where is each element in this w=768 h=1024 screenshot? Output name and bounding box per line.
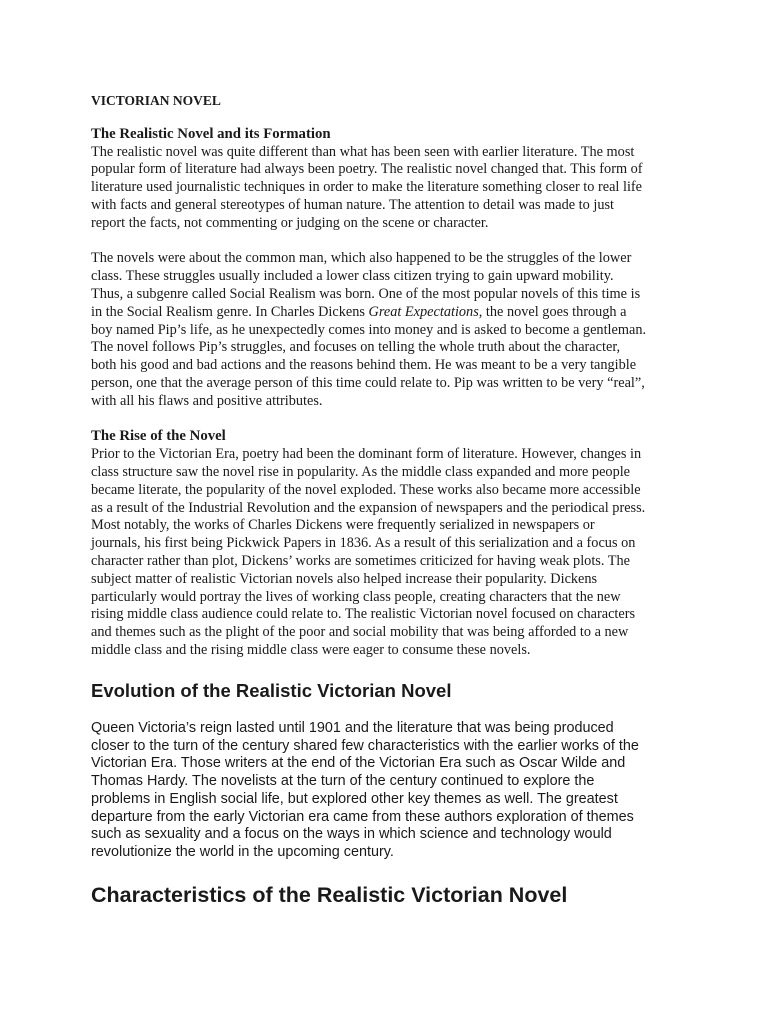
paragraph-realistic-novel-intro: The realistic novel was quite different than what has been seen with earlier literature. The most popular form of literature had always been poetry. The realistic novel changed that. This form of literature used journalistic techniques in order to make the literature something closer to real life with facts and general stereotypes of human nature. The attention to detail was made to just report the facts, not commenting or judging on the scene or character.: [91, 143, 643, 231]
section-rise-of-novel: [91, 428, 691, 659]
paragraph-social-realism-part2: the novel goes through a boy named Pip’s life, as he unexpectedly comes into money and is asked to become a gentleman. The novel follows Pip’s struggles, and focuses on telling the whole truth about the character, both his good and bad actions and the reasons behind them. He was meant to be a very tangible person, one that the average person of this time could relate to. Pip was written to be very “real”, with all his flaws and positive attributes.: [91, 303, 647, 409]
section-characteristics: [91, 882, 691, 908]
section-heading-rise-of-novel: The Rise of the Novel: [91, 428, 226, 445]
paragraph-evolution: Queen Victoria’s reign lasted until 1901 and the literature that was being produced closer to the turn of the century shared few characteristics with the earlier works of the Victorian Era. Those writers at the end of the Victorian Era such as Oscar Wilde and Thomas Hardy. The novelists at the turn of the century continued to explore the problems in English social life, but explored other key themes as well. The greatest departure from the early Victorian era came from these authors exploration of themes such as sexuality and a focus on the ways in which science and technology would revolutionize the world in the upcoming century.: [91, 719, 639, 861]
paragraph-rise-of-novel: Prior to the Victorian Era, poetry had been the dominant form of literature. However, changes in class structure saw the novel rise in popularity. As the middle class expanded and more people became literate, the popularity of the novel exploded. These works also became more accessible as a result of the Industrial Revolution and the expansion of newspapers and the periodical press. Most notably, the works of Charles Dickens were frequently serialized in newspapers or journals, his first being Pickwick Papers in 1836. As a result of this serialization and a focus on character rather than plot, Dickens’ works are sometimes criticized for having weak plots. The subject matter of realistic Victorian novels also helped increase their popularity. Dickens particularly would portray the lives of working class people, creating characters that the new rising middle class audience could relate to. The realistic Victorian novel focused on characters and themes such as the plight of the poor and social mobility that was being afforded to a new middle class and the rising middle class were eager to consume these novels.: [91, 446, 646, 658]
book-title-great-expectations: Great Expectations,: [368, 303, 483, 320]
section-realistic-novel: [91, 126, 691, 411]
section-heading-evolution: Evolution of the Realistic Victorian Novel: [91, 679, 452, 701]
paragraph-spacer: [91, 233, 691, 251]
paragraph-social-realism: [91, 250, 691, 410]
section-heading-realistic-novel: The Realistic Novel and its Formation: [91, 125, 331, 142]
section-spacer: [91, 411, 691, 429]
document-page: [91, 92, 691, 908]
section-evolution: [91, 680, 691, 862]
paragraph-social-realism-part1: The novels were about the common man, which also happened to be the struggles of the lower class. These struggles usually included a lower class citizen trying to gain upward mobility. Thus, a subgenre called Social Realism was born. One of the most popular novels of this time is in the Social Realism genre. In Charles Dickens: [91, 250, 641, 320]
document-title: VICTORIAN NOVEL: [91, 93, 221, 108]
section-heading-characteristics: Characteristics of the Realistic Victorian Novel: [91, 883, 568, 908]
